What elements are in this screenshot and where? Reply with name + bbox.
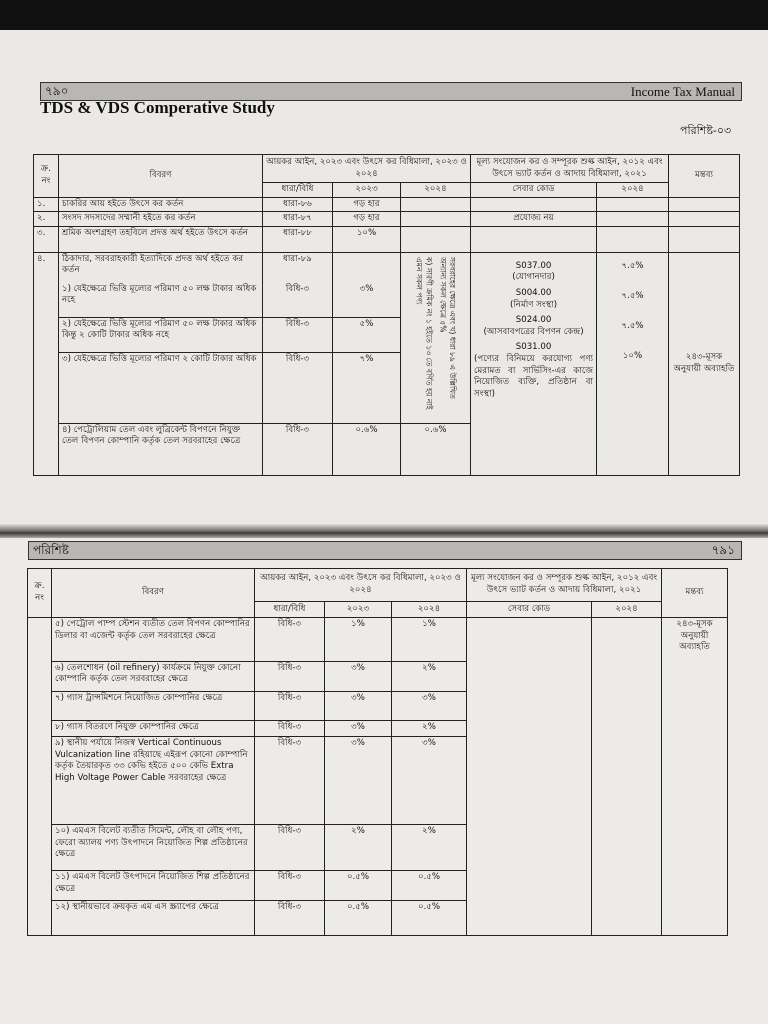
row-section: ধারা-৮৬ bbox=[263, 197, 333, 212]
header-service-code: সেবার কোড bbox=[467, 601, 592, 617]
row-section: ধারা-৮৮ bbox=[263, 226, 333, 252]
sub-item-desc: ২) যেইক্ষেত্রে ভিত্তি মূল্যের পরিমাণ ৫০ লক্ষ টাকার অধিক কিন্তু ২ কোটি টাকার অধিক নহে bbox=[59, 317, 262, 352]
row-section: ধারা-৮৭ bbox=[263, 212, 333, 227]
row-description: শ্রমিক অংশগ্রহণ তহবিলে প্রদত্ত অর্থ হইতে উৎসে কর্তন bbox=[59, 226, 263, 252]
table-row bbox=[34, 212, 740, 227]
service-code: S031.00 bbox=[515, 342, 552, 353]
sub-item-desc: ৪) পেট্রোলিয়াম তেল এবং লুব্রিকেন্ট বিপণনে নিযুক্ত তেল বিপণন কোম্পানি কর্তৃক তেল সরবরাহের ক্ষেত্রে bbox=[59, 423, 262, 449]
rate-2023: ৩% bbox=[359, 283, 374, 294]
tds-vds-table-page2 bbox=[27, 568, 728, 936]
row-rate-2023: ০.৫% bbox=[325, 900, 392, 935]
page-number: ৭৯১ bbox=[711, 543, 735, 557]
row-rate-2024: ০.৫% bbox=[392, 900, 467, 935]
row-sl: ৪. bbox=[34, 252, 59, 475]
table-row-contractors bbox=[34, 252, 740, 475]
service-code: S037.00 bbox=[515, 260, 552, 271]
rate-2023: ৫% bbox=[333, 317, 400, 352]
header-2024: ২০২৪ bbox=[392, 601, 467, 617]
rate-2023: ৭% bbox=[333, 352, 400, 423]
rate-2023: ০.৬% bbox=[333, 423, 400, 438]
header-section: ধারা/বিধি bbox=[263, 183, 333, 198]
section-ref: বিধি-৩ bbox=[263, 423, 332, 438]
header-remarks: মন্তব্য bbox=[662, 569, 728, 618]
service-codes bbox=[471, 252, 597, 475]
page-label: পরিশিষ্ট bbox=[33, 543, 69, 557]
row-rate-2023: ৩% bbox=[325, 661, 392, 691]
row-rate-2023 bbox=[333, 252, 401, 475]
row-section: বিধি-৩ bbox=[255, 871, 325, 901]
vat-rate: ৭.৫% bbox=[621, 320, 644, 331]
document-title: TDS & VDS Comperative Study bbox=[40, 98, 275, 117]
contractors-intro: ঠিকাদার, সরবরাহকারী ইত্যাদিকে প্রদত্ত অর্থ হইতে কর কর্তন bbox=[62, 253, 244, 276]
table-row bbox=[28, 617, 728, 661]
header-section: ধারা/বিধি bbox=[255, 601, 325, 617]
page-number: ৭৯০ bbox=[45, 84, 69, 98]
vertical-note-a: ক) সারণী ক্রমিক নং ১ হইতে ১৩ তে বর্ণিত হয় নাই এমন সকল পণ্য bbox=[414, 256, 434, 410]
row-rate-2023: ৩% bbox=[325, 691, 392, 721]
header-sl: ক্র. নং bbox=[28, 569, 52, 618]
row-rate-2024: ২% bbox=[392, 721, 467, 737]
row-rate-2024: ০.৫% bbox=[392, 871, 467, 901]
vertical-note-b: সরবরাহের ক্ষেত্রে এবং খ) ধারা ৮৯ এ উল্লিখিত অন্যান্য সকল ক্ষেত্রে ৫% bbox=[438, 256, 458, 399]
row-description: চাকরির আয় হইতে উৎসে কর কর্তন bbox=[59, 197, 263, 212]
row-description: ১২) স্থানীয়ভাবে ক্রয়কৃত এম এস স্ক্র্যাপের ক্ষেত্রে bbox=[52, 900, 255, 935]
header-vat-group: মূল্য সংযোজন কর ও সম্পূরক শুল্ক আইন, ২০১২ এবং উৎসে ভ্যাট কর্তন ও আদায় বিধিমালা, ২০২১ bbox=[467, 569, 662, 602]
row-rate-2024: ২% bbox=[392, 825, 467, 871]
row-sl: ১. bbox=[34, 197, 59, 212]
rate-2024: ০.৬% bbox=[401, 423, 470, 438]
row-rate-2023: গড় হার bbox=[333, 197, 401, 212]
header-2023: ২০২৩ bbox=[325, 601, 392, 617]
row-rate-2023: ০.৫% bbox=[325, 871, 392, 901]
header-remarks: মন্তব্য bbox=[669, 155, 740, 198]
section-ref: বিধি-৩ bbox=[263, 317, 332, 352]
header-description: বিবরণ bbox=[59, 155, 263, 198]
section-ref: ধারা-৮৯ bbox=[283, 253, 312, 264]
sub-item-desc: ১) যেইক্ষেত্রে ভিত্তি মূল্যের পরিমাণ ৫০ লক্ষ টাকার অধিক নহে bbox=[62, 283, 257, 306]
row-rate-2023: ১০% bbox=[333, 226, 401, 252]
header-vat-2024: ২০২৪ bbox=[592, 601, 662, 617]
sub-item-desc: ৩) যেইক্ষেত্রে ভিত্তি মূল্যের পরিমাণ ২ কোটি টাকার অধিক bbox=[59, 352, 262, 423]
row-description: সংসদ সদস্যদের সম্মানী হইতে কর কর্তন bbox=[59, 212, 263, 227]
row-description bbox=[59, 252, 263, 475]
header-2024: ২০২৪ bbox=[401, 183, 471, 198]
row-section: বিধি-৩ bbox=[255, 617, 325, 661]
remarks: ২৪৩-মূসক অনুযায়ী অব্যাহতি bbox=[669, 252, 740, 475]
row-rate-2023: ১% bbox=[325, 617, 392, 661]
page-header-bar bbox=[28, 541, 742, 560]
vat-rate: ৭.৫% bbox=[621, 260, 644, 271]
row-sl: ২. bbox=[34, 212, 59, 227]
header-income-tax-group: আয়কর আইন, ২০২৩ এবং উৎসে কর বিধিমালা, ২০২৩ ও ২০২৪ bbox=[263, 155, 471, 183]
appendix-label: পরিশিষ্ট-০৩ bbox=[680, 124, 732, 137]
row-section: বিধি-৩ bbox=[255, 737, 325, 825]
row-description: ৯) স্থানীয় পর্যায়ে নিজস্ব Vertical Continuous Vulcanization line রহিয়াছে এইরূপ কোনো কোম্পানি কর্তৃক তৈয়ারকৃত ৩৩ কেভি হইতে ৫০০ কেভি Extra High Voltage Power Cable সরবরাহের ক্ষেত্রে bbox=[52, 737, 255, 825]
vat-rate: ৭.৫% bbox=[621, 290, 644, 301]
service-name: (নির্মাণ সংস্থা) bbox=[510, 299, 558, 310]
running-title: Income Tax Manual bbox=[630, 84, 735, 99]
row-section bbox=[263, 252, 333, 475]
row-description: ৮) গ্যাস বিতরণে নিযুক্ত কোম্পানির ক্ষেত্রে bbox=[52, 721, 255, 737]
header-vat-2024: ২০২৪ bbox=[597, 183, 669, 198]
row-section: বিধি-৩ bbox=[255, 691, 325, 721]
service-code: S024.00 bbox=[515, 315, 552, 326]
vertical-note bbox=[401, 253, 470, 423]
row-rate-2024 bbox=[401, 252, 471, 475]
row-description: ১০) এমএস বিলেট ব্যতীত সিমেন্ট, লৌহ বা লৌহ পণ্য, ফেরো অ্যালয় পণ্য উৎপাদনে নিয়োজিত শিল্প প্রতিষ্ঠানের ক্ষেত্রে bbox=[52, 825, 255, 871]
row-rate-2023: গড় হার bbox=[333, 212, 401, 227]
row-section: বিধি-৩ bbox=[255, 900, 325, 935]
row-rate-2023: ৩% bbox=[325, 721, 392, 737]
table-row bbox=[34, 197, 740, 212]
vat-rates bbox=[597, 252, 669, 475]
header-vat-group: মূল্য সংযোজন কর ও সম্পূরক শুল্ক আইন, ২০১২ এবং উৎসে ভ্যাট কর্তন ও আদায় বিধিমালা, ২০২১ bbox=[471, 155, 669, 183]
table-row bbox=[34, 226, 740, 252]
tds-vds-table-page1 bbox=[33, 154, 740, 476]
service-code: S004.00 bbox=[515, 287, 552, 298]
header-sl: ক্র. নং bbox=[34, 155, 59, 198]
row-rate-2024: ৩% bbox=[392, 691, 467, 721]
row-description: ১১) এমএস বিলেট উৎপাদনে নিয়োজিত শিল্প প্রতিষ্ঠানের ক্ষেত্রে bbox=[52, 871, 255, 901]
vat-not-applicable: প্রযোজ্য নয় bbox=[471, 212, 597, 227]
row-description: ৬) তেলশোধন (oil refinery) কার্যক্রমে নিযুক্ত কোনো কোম্পানি কর্তৃক তেল সরবরাহের ক্ষেত্রে bbox=[52, 661, 255, 691]
row-rate-2024: ৩% bbox=[392, 737, 467, 825]
row-section: বিধি-৩ bbox=[255, 661, 325, 691]
row-sl: ৩. bbox=[34, 226, 59, 252]
row-description: ৫) পেট্রোল পাম্প স্টেশন ব্যতীত তেল বিপণন কোম্পানির ডিলার বা এজেন্ট কর্তৃক তেল সরবরাহের ক্ষেত্রে bbox=[52, 617, 255, 661]
section-ref: বিধি-৩ bbox=[285, 283, 310, 294]
row-rate-2024: ২% bbox=[392, 661, 467, 691]
row-section: বিধি-৩ bbox=[255, 825, 325, 871]
service-name: (আসবাবপত্রের বিপণন কেন্দ্র) bbox=[483, 326, 584, 337]
service-name: (যোগানদার) bbox=[512, 272, 555, 283]
header-2023: ২০২৩ bbox=[333, 183, 401, 198]
service-name: (পণ্যের বিনিময়ে করযোগ্য পণ্য মেরামত বা সার্ভিসিং-এর কাজে নিয়োজিত ব্যক্তি, প্রতিষ্ঠান বা সংস্থা) bbox=[474, 353, 594, 399]
row-rate-2024: ১% bbox=[392, 617, 467, 661]
section-ref: বিধি-৩ bbox=[263, 352, 332, 423]
header-service-code: সেবার কোড bbox=[471, 183, 597, 198]
remarks: ২৪৩-মূসক অনুযায়ী অব্যাহতি bbox=[662, 617, 728, 935]
row-description: ৭) গ্যাস ট্রান্সমিশনে নিয়োজিত কোম্পানির ক্ষেত্রে bbox=[52, 691, 255, 721]
header-description: বিবরণ bbox=[52, 569, 255, 618]
vat-rate: ১০% bbox=[622, 350, 643, 361]
header-income-tax-group: আয়কর আইন, ২০২৩ এবং উৎসে কর বিধিমালা, ২০২৩ ও ২০২৪ bbox=[255, 569, 467, 602]
row-section: বিধি-৩ bbox=[255, 721, 325, 737]
row-rate-2023: ৩% bbox=[325, 737, 392, 825]
row-rate-2023: ২% bbox=[325, 825, 392, 871]
